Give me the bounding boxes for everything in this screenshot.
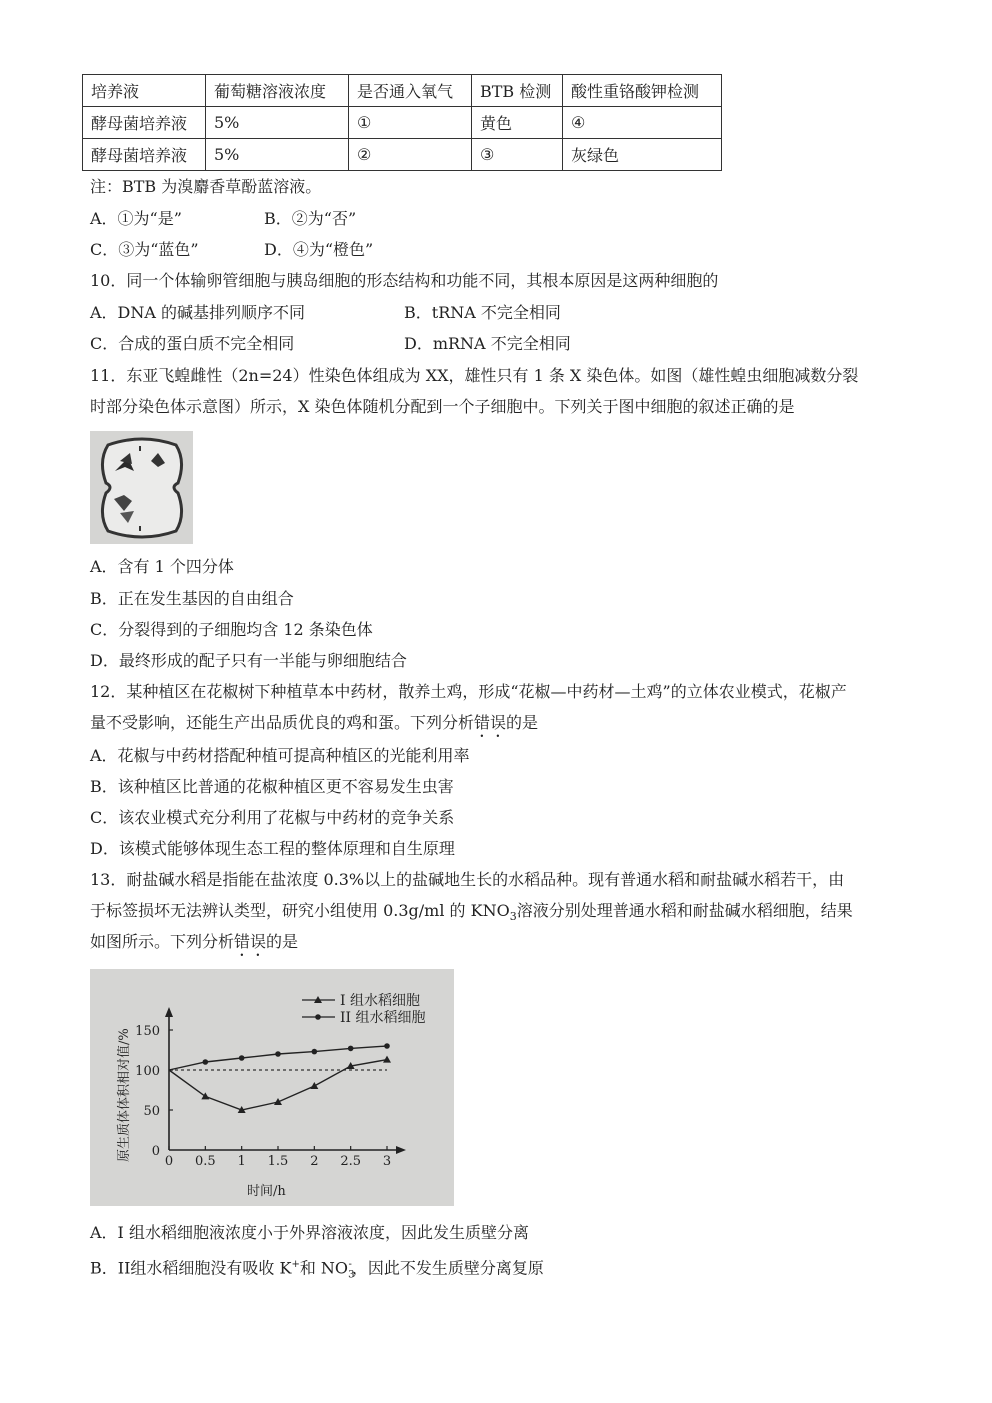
y-tick-label: 50 (143, 1104, 160, 1119)
q12-stem-line2 (90, 713, 538, 741)
meiosis-cell-figure (90, 431, 193, 544)
table-cell: 5% (206, 139, 349, 171)
table-cell: ① (349, 107, 472, 139)
table-cell: 5% (206, 107, 349, 139)
q11-stem-line1: 11．东亚飞蝗雌性（2n=24）性染色体组成为 XX，雄性只有 1 条 X 染色体。如图（雄性蝗虫细胞减数分裂 (90, 366, 859, 385)
x-axis-arrow (396, 1146, 406, 1154)
q13-stem-text3: 如图所示。下列分析 (90, 932, 235, 951)
q12-option-d: D．该模式能够体现生态工程的整体原理和自生原理 (90, 839, 455, 858)
q9-option-d: D．④为“橙色” (264, 240, 374, 259)
table-cell: 酵母菌培养液 (83, 139, 206, 171)
q10-stem: 10．同一个体输卵管细胞与胰岛细胞的形态结构和功能不同，其根本原因是这两种细胞的 (90, 271, 719, 290)
q13-option-b-superscript: + (291, 1259, 300, 1270)
q13-stem-line2 (90, 901, 853, 927)
chart-ticks (135, 1024, 391, 1169)
table-note: 注：BTB 为溴麝香草酚蓝溶液。 (90, 177, 322, 196)
q12-stem-text-end: 的是 (506, 713, 539, 732)
table-cell: ④ (563, 107, 722, 139)
q13-stem-line3 (90, 932, 298, 960)
series-point-triangle (310, 1082, 318, 1089)
table-header-cell: 是否通入氧气 (349, 75, 472, 107)
series-point-circle (348, 1046, 354, 1052)
q10-option-c: C．合成的蛋白质不完全相同 (90, 334, 295, 353)
x-tick-label: 3 (382, 1154, 392, 1169)
q13-option-a: A．I 组水稻细胞液浓度小于外界溶液浓度，因此发生质壁分离 (90, 1223, 529, 1242)
chart-series (169, 1043, 391, 1113)
q13-stem-line1: 13．耐盐碱水稻是指能在盐浓度 0.3%以上的盐碱地生长的水稻品种。现有普通水稻和耐盐碱水稻若干，由 (90, 870, 845, 889)
chart-svg (90, 969, 454, 1206)
q11-stem-line2: 时部分染色体示意图）所示，X 染色体随机分配到一个子细胞中。下列关于图中细胞的叙述正确的是 (90, 397, 795, 416)
series-point-circle (384, 1043, 390, 1049)
table-row (83, 107, 722, 139)
q13-option-b-text-end: ，因此不发生质壁分离复原 (351, 1258, 544, 1278)
x-tick-label: 0.5 (194, 1154, 216, 1169)
series-point-circle (203, 1059, 209, 1065)
q12-option-b: B．该种植区比普通的花椒种植区更不容易发生虫害 (90, 777, 454, 796)
q13-option-b (90, 1255, 544, 1286)
q11-option-b: B．正在发生基因的自由组合 (90, 589, 294, 608)
protoplast-volume-chart (90, 969, 454, 1206)
q13-stem-text: 于标签损坏无法辨认类型，研究小组使用 0.3g/ml 的 KNO (90, 901, 510, 920)
legend-label: I 组水稻细胞 (340, 993, 420, 1009)
q12-option-a: A．花椒与中药材搭配种植可提高种植区的光能利用率 (90, 746, 470, 765)
experiment-table (82, 74, 722, 171)
q10-option-a: A．DNA 的碱基排列顺序不同 (90, 303, 306, 322)
q11-option-a: A．含有 1 个四分体 (90, 557, 234, 576)
series-point-circle (275, 1051, 281, 1057)
series-line-2 (169, 1046, 387, 1070)
series-point-triangle (201, 1092, 209, 1099)
q12-option-c: C．该农业模式充分利用了花椒与中药材的竞争关系 (90, 808, 455, 827)
y-tick-label: 0 (151, 1144, 160, 1159)
q13-option-b-subscript: 3 (348, 1269, 355, 1281)
q13-emphasis-word: 错误 (234, 932, 267, 951)
chart-y-label: 原生质体体积相对值/% (117, 1028, 132, 1162)
x-tick-label: 2 (310, 1154, 319, 1169)
q13-option-b-text: B．II组水稻细胞没有吸收 K (90, 1258, 292, 1278)
y-axis-arrow (165, 1007, 173, 1017)
q13-stem-text3-end: 的是 (266, 932, 299, 951)
chart-legend (302, 992, 426, 1026)
q13-option-b-superscript2: - (348, 1259, 352, 1270)
q12-stem-line1: 12．某种植区在花椒树下种植草本中药材，散养土鸡，形成“花椒—中药材—土鸡”的立体农业模式，花椒产 (90, 682, 847, 701)
table-row (83, 139, 722, 171)
series-point-circle (239, 1055, 245, 1061)
q9-option-a: A．①为“是” (90, 209, 182, 228)
q11-option-d: D．最终形成的配子只有一半能与卵细胞结合 (90, 651, 407, 670)
table-header-cell: 培养液 (83, 75, 206, 107)
y-tick-label: 150 (135, 1024, 160, 1039)
x-tick-label: 0 (164, 1154, 174, 1169)
table-header-cell: 酸性重铬酸钾检测 (563, 75, 722, 107)
chart-x-label: 时间/h (247, 1184, 286, 1199)
table-cell: 黄色 (472, 107, 563, 139)
q9-option-c: C．③为“蓝色” (90, 240, 199, 259)
table-header-cell: 葡萄糖溶液浓度 (206, 75, 349, 107)
q10-option-b: B．tRNA 不完全相同 (404, 303, 561, 322)
chart-axes (165, 1007, 406, 1154)
table-header-row (83, 75, 722, 107)
q13-option-b-text-mid: 和 NO (299, 1258, 349, 1278)
q12-emphasis-word: 错误 (474, 713, 507, 732)
table-cell: 灰绿色 (563, 139, 722, 171)
q10-option-d: D．mRNA 不完全相同 (404, 334, 571, 353)
legend-marker-circle (315, 1014, 321, 1020)
table-cell: ③ (472, 139, 563, 171)
q11-option-c: C．分裂得到的子细胞均含 12 条染色体 (90, 620, 373, 639)
x-tick-label: 1 (237, 1154, 246, 1169)
q13-subscript: 3 (509, 910, 517, 924)
series-point-triangle (383, 1056, 391, 1063)
legend-label: II 组水稻细胞 (340, 1010, 426, 1026)
series-point-circle (312, 1049, 318, 1055)
q13-stem-text-end: 溶液分别处理普通水稻和耐盐碱水稻细胞，结果 (516, 901, 853, 920)
table-header-cell: BTB 检测 (472, 75, 563, 107)
table-cell: 酵母菌培养液 (83, 107, 206, 139)
q12-stem-text: 量不受影响，还能生产出品质优良的鸡和蛋。下列分析 (90, 713, 475, 732)
x-tick-label: 1.5 (267, 1154, 289, 1169)
table-cell: ② (349, 139, 472, 171)
y-tick-label: 100 (135, 1064, 160, 1079)
q9-option-b: B．②为“否” (264, 209, 357, 228)
x-tick-label: 2.5 (340, 1154, 362, 1169)
